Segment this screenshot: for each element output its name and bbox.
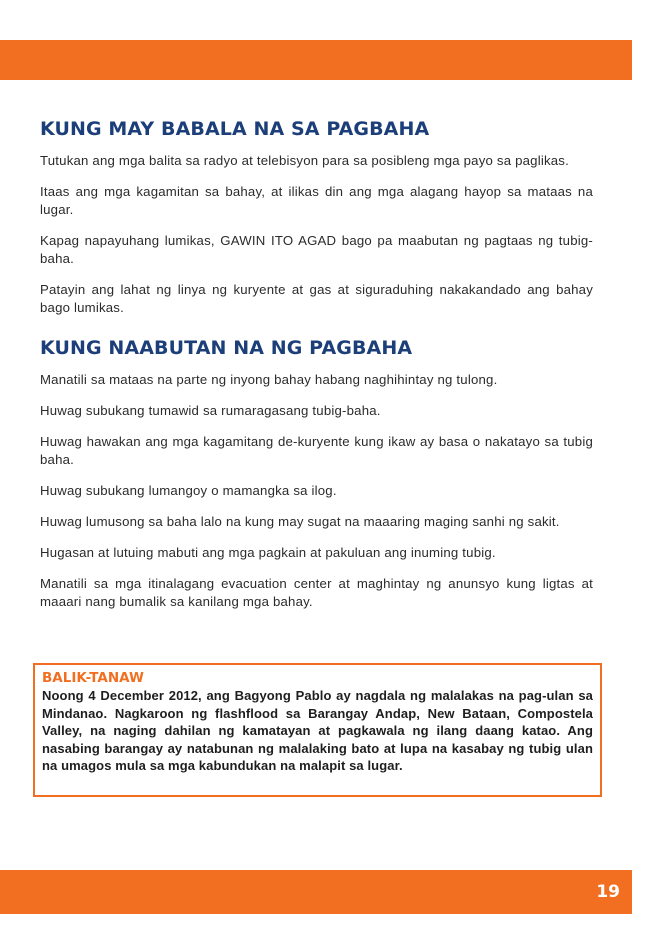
balik-tanaw-callout-box <box>33 663 602 797</box>
callout-body: Noong 4 December 2012, ang Bagyong Pablo ay nagdala ng malalakas na pag-ulan sa Mindanao. Nagkaroon ng flashflood sa Barangay Andap, New Bataan, Compostela Valley, na naging dahilan ng kamatayan at pagkawala ng ilang daang katao. Ang nasabing barangay ay natabunan ng malalaking bato at lupa na kasabay ng tubig ulan na umagos mula sa mga kabundukan na malapit sa lugar. <box>42 688 593 773</box>
bottom-accent-bar <box>0 870 632 914</box>
page-content <box>40 118 593 624</box>
callout-title: BALIK-TANAW <box>42 670 144 686</box>
paragraph: Itaas ang mga kagamitan sa bahay, at ilikas din ang mga alagang hayop sa mataas na lugar. <box>40 184 593 217</box>
paragraph: Huwag subukang lumangoy o mamangka sa ilog. <box>40 483 337 498</box>
paragraph: Manatili sa mataas na parte ng inyong bahay habang naghihintay ng tulong. <box>40 372 498 387</box>
page-number: 19 <box>596 882 620 902</box>
paragraph: Huwag subukang tumawid sa rumaragasang tubig-baha. <box>40 403 381 418</box>
paragraph: Manatili sa mga itinalagang evacuation center at maghintay ng anunsyo kung ligtas at maaari nang bumalik sa kanilang mga bahay. <box>40 576 593 609</box>
top-accent-bar <box>0 40 632 80</box>
paragraph: Tutukan ang mga balita sa radyo at telebisyon para sa posibleng mga payo sa paglikas. <box>40 153 569 168</box>
paragraph: Huwag lumusong sa baha lalo na kung may sugat na maaaring maging sanhi ng sakit. <box>40 514 560 529</box>
paragraph: Huwag hawakan ang mga kagamitang de-kuryente kung ikaw ay basa o nakatayo sa tubig baha. <box>40 434 593 467</box>
paragraph: Kapag napayuhang lumikas, GAWIN ITO AGAD bago pa maabutan ng pagtaas ng tubig-baha. <box>40 233 593 266</box>
paragraph: Patayin ang lahat ng linya ng kuryente at gas at siguraduhing nakakandado ang bahay bago lumikas. <box>40 282 593 315</box>
section-heading-during-flood: KUNG NAABUTAN NA NG PAGBAHA <box>40 337 413 359</box>
paragraph: Hugasan at lutuing mabuti ang mga pagkain at pakuluan ang inuming tubig. <box>40 545 496 560</box>
section-heading-warning: KUNG MAY BABALA NA SA PAGBAHA <box>40 118 430 140</box>
